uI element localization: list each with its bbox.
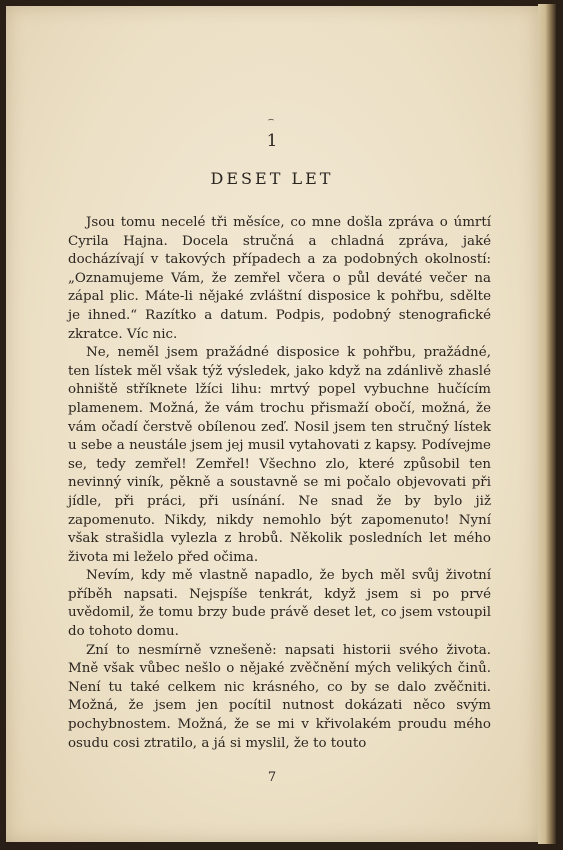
page-edge bbox=[538, 4, 556, 844]
book-page bbox=[6, 6, 538, 842]
chapter-title: DESET LET bbox=[210, 169, 334, 188]
paragraph: Ne, neměl jsem pražádné disposice k pohřbu, pražádné, ten lístek měl však týž výsledek, jako když na zdánlivě zhaslé ohniště stříknete lžíci lihu: mrtvý popel vybuchne hučícím plamenem. Možná, že vám trochu přismaží obočí, možná, že vám očadí čerstvě obílenou zeď. Nosil jsem ten stručný lístek u sebe a neustále jsem jej musil vytahovati z kapsy. Podívejme se, tedy zemřel! Zemřel! Všechno zlo, které způsobil ten nevinný viník, pěkně a soustavně se mi počalo objevovati při jídle, při práci, při usínání. Ne snad že by bylo již zapomenuto. Nikdy, nikdy nemohlo být zapomenuto! Nyní však strašidla vylezla z hrobů. Několik posledních let mého života mi leželo před očima. bbox=[68, 345, 491, 565]
body-text bbox=[68, 214, 491, 753]
page-number: 7 bbox=[267, 770, 277, 785]
paragraph: Jsou tomu necelé tři měsíce, co mne došla zpráva o úmrtí Cyrila Hajna. Docela stručná a chladná zpráva, jaké docházívají v takových případech a za podobných okolností: „Oznamujeme Vám, že zemřel včera o půl deváté večer na zápal plic. Máte-li nějaké zvláštní disposice k pohřbu, sdělte je ihned.“ Razítko a datum. Podpis, podobný stenografické zkratce. Víc nic. bbox=[68, 215, 491, 342]
paragraph: Nevím, kdy mě vlastně napadlo, že bych měl svůj životní příběh napsati. Nejspíše tenkrát, když jsem si po prvé uvědomil, že tomu brzy bude právě deset let, co jsem vstoupil do tohoto domu. bbox=[68, 568, 491, 640]
paragraph: Zní to nesmírně vznešeně: napsati historii svého života. Mně však vůbec nešlo o nějaké zvěčnění mých velikých činů. Není tu také celkem nic krásného, co by se dalo zvěčniti. Možná, že jsem jen pocítil nutnost dokázati něco svým pochybnostem. Možná, že se mi v křivolakém proudu mého osudu cosi ztratilo, a já si myslil, že to touto bbox=[68, 642, 491, 751]
chapter-number: 1 bbox=[266, 131, 278, 151]
ornament-mark bbox=[268, 119, 274, 123]
